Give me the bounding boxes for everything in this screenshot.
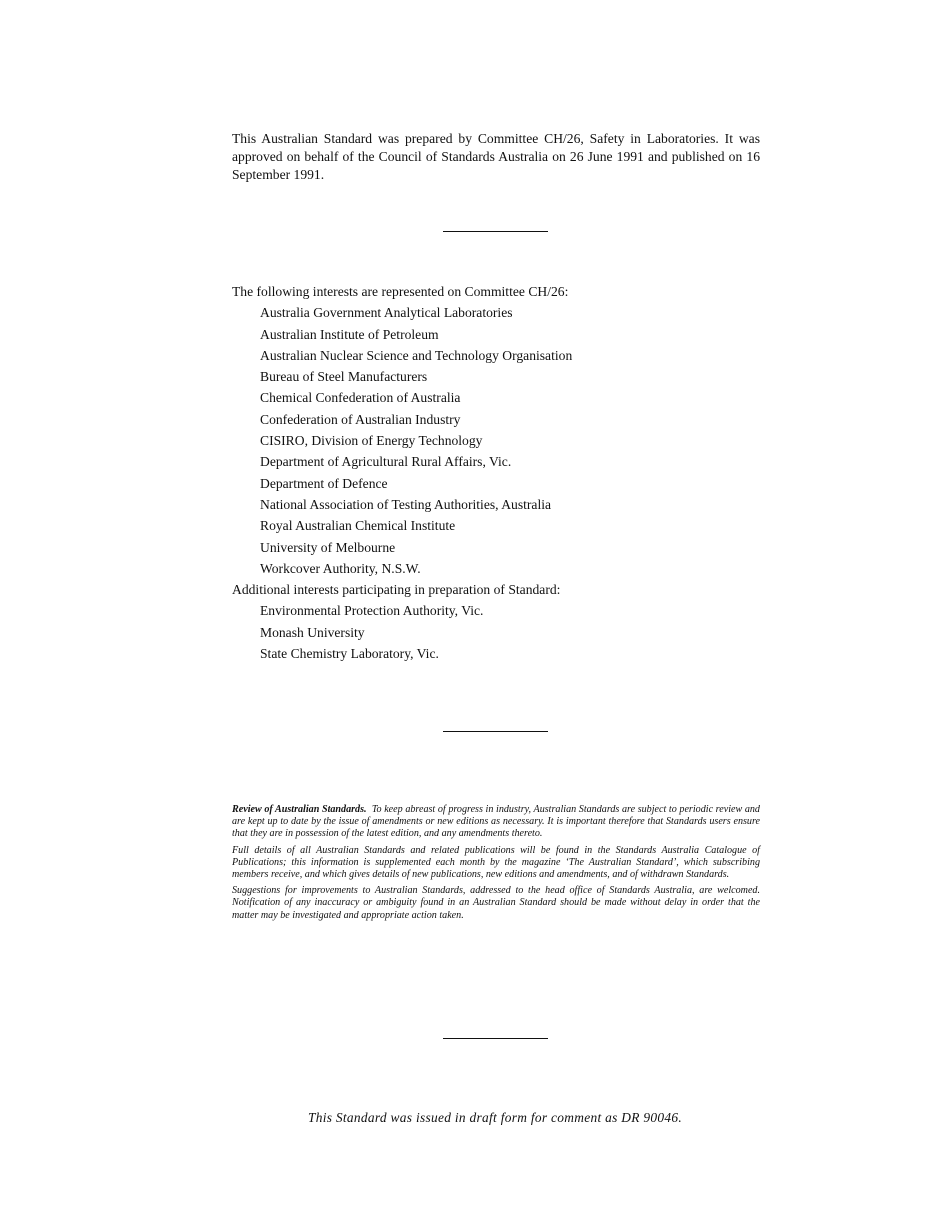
- list-item: Workcover Authority, N.S.W.: [260, 560, 421, 576]
- draft-note: This Standard was issued in draft form for comment as DR 90046.: [307, 1110, 683, 1125]
- review-paragraph: Suggestions for improvements to Australian Standards, addressed to the head office of Standards Australia, are welcomed. Notification of any inaccuracy or ambiguity found in an Australian Standard should be made without delay in order that the matter may be investigated and appropriate action taken.: [232, 885, 760, 921]
- section-divider: [443, 1038, 548, 1039]
- list-item: Environmental Protection Authority, Vic.: [260, 603, 484, 619]
- review-text: To keep abreast of progress in industry, Australian Standards are subject to periodic review and are kept up to date by the issue of amendments or new editions as necessary. It is important therefore that Standards users ensure that they are in possession of the latest edition, and any amendments thereto.: [232, 804, 760, 840]
- committee-interests: [232, 281, 760, 664]
- list-item: Department of Agricultural Rural Affairs, Vic.: [260, 454, 512, 470]
- list-item: National Association of Testing Authorities, Australia: [260, 496, 552, 512]
- interests-heading: The following interests are represented on Committee CH/26:: [232, 284, 569, 299]
- preparation-statement: This Australian Standard was prepared by Committee CH/26, Safety in Laboratories. It was approved on behalf of the Council of Standards Australia on 26 June 1991 and published on 16 September 1991.: [232, 131, 760, 182]
- list-item: Australian Institute of Petroleum: [260, 326, 439, 342]
- list-item: Australian Nuclear Science and Technology Organisation: [260, 347, 573, 363]
- list-item: Bureau of Steel Manufacturers: [260, 369, 428, 385]
- list-item: University of Melbourne: [260, 539, 396, 555]
- list-item: State Chemistry Laboratory, Vic.: [260, 646, 439, 662]
- review-notice: [232, 804, 760, 926]
- review-lead: Review of Australian Standards.: [232, 804, 367, 815]
- list-item: Royal Australian Chemical Institute: [260, 518, 456, 534]
- additional-interests-heading: Additional interests participating in preparation of Standard:: [232, 582, 561, 598]
- additional-member-list: [232, 600, 760, 664]
- list-item: Australia Government Analytical Laboratories: [260, 305, 513, 321]
- list-item: Monash University: [260, 624, 365, 640]
- list-item: Chemical Confederation of Australia: [260, 390, 461, 406]
- review-paragraph: [232, 804, 760, 841]
- section-divider: [443, 231, 548, 232]
- list-item: CISIRO, Division of Energy Technology: [260, 433, 483, 449]
- member-list: [232, 302, 760, 579]
- list-item: Confederation of Australian Industry: [260, 411, 461, 427]
- section-divider: [443, 731, 548, 732]
- review-paragraph: Full details of all Australian Standards and related publications will be found in the Standards Australia Catalogue of Publications; this information is supplemented each month by the magazine ‘The Australian Standard’, which subscribing members receive, and which gives details of new publications, new editions and amendments, and of withdrawn Standards.: [232, 844, 760, 881]
- list-item: Department of Defence: [260, 475, 388, 491]
